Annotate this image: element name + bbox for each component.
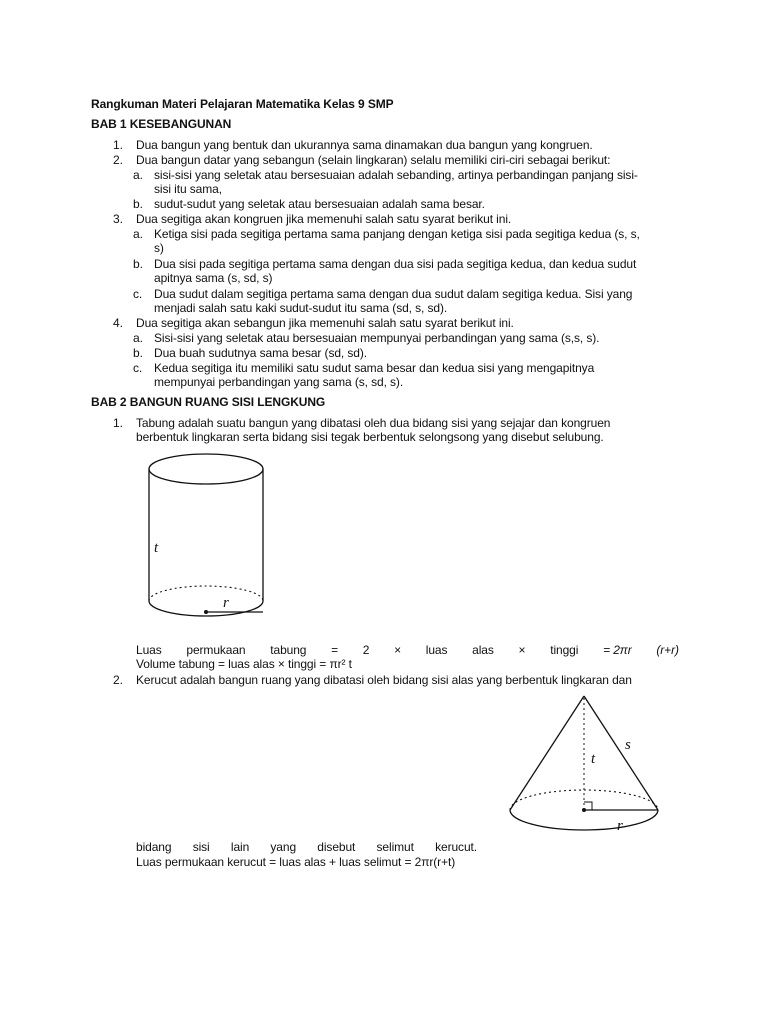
cone-label-t: t bbox=[591, 751, 596, 767]
bab1-item-3: Dua segitiga akan kongruen jika memenuhi salah satu syarat berikut ini. bbox=[136, 212, 512, 226]
list-number: 2. bbox=[113, 153, 123, 167]
sub-item-line: menjadi salah satu kaki sudut-sudut itu sama (sd, s, sd). bbox=[154, 301, 448, 315]
bab1-item-2: Dua bangun datar yang sebangun (selain lingkaran) selalu memiliki ciri-ciri sebagai berikut: bbox=[136, 153, 611, 167]
sub-item-line: s) bbox=[154, 241, 164, 255]
list-number: 4. bbox=[113, 316, 123, 330]
sub-item-line: sisi itu sama, bbox=[154, 182, 222, 196]
cone-label-s: s bbox=[625, 737, 631, 753]
sub-letter: b. bbox=[133, 346, 143, 360]
sub-item-line: Dua sudut dalam segitiga pertama sama dengan dua sudut dalam segitiga kedua. Sisi yang bbox=[154, 287, 633, 301]
sub-letter: a. bbox=[133, 227, 143, 241]
cylinder-label-r: r bbox=[223, 595, 229, 611]
list-number: 2. bbox=[113, 673, 123, 687]
sub-letter: a. bbox=[133, 168, 143, 182]
tabung-luas-formula: Luas permukaan tabung = 2 × luas alas × tinggi = 2πr (r+r) bbox=[136, 643, 679, 657]
sub-letter: b. bbox=[133, 257, 143, 271]
bab1-item-1: Dua bangun yang bentuk dan ukurannya sama dinamakan dua bangun yang kongruen. bbox=[136, 138, 593, 152]
sub-item-line: sudut-sudut yang seletak atau bersesuaian adalah sama besar. bbox=[154, 197, 485, 211]
sub-letter: b. bbox=[133, 197, 143, 211]
bab1-heading: BAB 1 KESEBANGUNAN bbox=[91, 117, 232, 131]
list-number: 3. bbox=[113, 212, 123, 226]
bab2-heading: BAB 2 BANGUN RUANG SISI LENGKUNG bbox=[91, 395, 326, 409]
cone-label-r: r bbox=[617, 818, 623, 834]
list-number: 1. bbox=[113, 138, 123, 152]
cone-figure bbox=[500, 686, 670, 841]
list-number: 1. bbox=[113, 416, 123, 430]
kerucut-line-2: bidang sisi lain yang disebut selimut kerucut. bbox=[136, 840, 477, 854]
bab1-item-4: Dua segitiga akan sebangun jika memenuhi salah satu syarat berikut ini. bbox=[136, 316, 514, 330]
sub-item-line: sisi-sisi yang seletak atau bersesuaian adalah sebanding, artinya perbandingan panjang sisi- bbox=[154, 168, 638, 182]
sub-item-line: Dua sisi pada segitiga pertama sama dengan dua sisi pada segitiga kedua, dan kedua sudut bbox=[154, 257, 637, 271]
sub-item-line: Kedua segitiga itu memiliki satu sudut sama besar dan kedua sisi yang mengapitnya bbox=[154, 361, 595, 375]
tabung-line: berbentuk lingkaran serta bidang sisi tegak berbentuk selongsong yang disebut selubung. bbox=[136, 430, 604, 444]
sub-item-line: Sisi-sisi yang seletak atau bersesuaian mempunyai perbandingan yang sama (s,s, s). bbox=[154, 331, 600, 345]
sub-letter: c. bbox=[133, 361, 143, 375]
cylinder-figure bbox=[140, 448, 275, 638]
sub-item-line: Dua buah sudutnya sama besar (sd, sd). bbox=[154, 346, 367, 360]
sub-letter: c. bbox=[133, 287, 143, 301]
tabung-line: Tabung adalah suatu bangun yang dibatasi oleh dua bidang sisi yang sejajar dan kongruen bbox=[136, 416, 611, 430]
kerucut-line: Kerucut adalah bangun ruang yang dibatasi oleh bidang sisi alas yang berbentuk lingkaran dan bbox=[136, 673, 632, 687]
cylinder-label-t: t bbox=[154, 540, 159, 556]
kerucut-luas-formula: Luas permukaan kerucut = luas alas + luas selimut = 2πr(r+t) bbox=[136, 855, 456, 869]
sub-item-line: apitnya sama (s, sd, s) bbox=[154, 271, 273, 285]
tabung-volume-formula: Volume tabung = luas alas × tinggi = πr² t bbox=[136, 657, 352, 671]
document-title: Rangkuman Materi Pelajaran Matematika Kelas 9 SMP bbox=[91, 97, 394, 111]
sub-item-line: Ketiga sisi pada segitiga pertama sama panjang dengan ketiga sisi pada segitiga kedua (s, s, bbox=[154, 227, 640, 241]
sub-letter: a. bbox=[133, 331, 143, 345]
sub-item-line: mempunyai perbandingan yang sama (s, sd, s). bbox=[154, 375, 404, 389]
